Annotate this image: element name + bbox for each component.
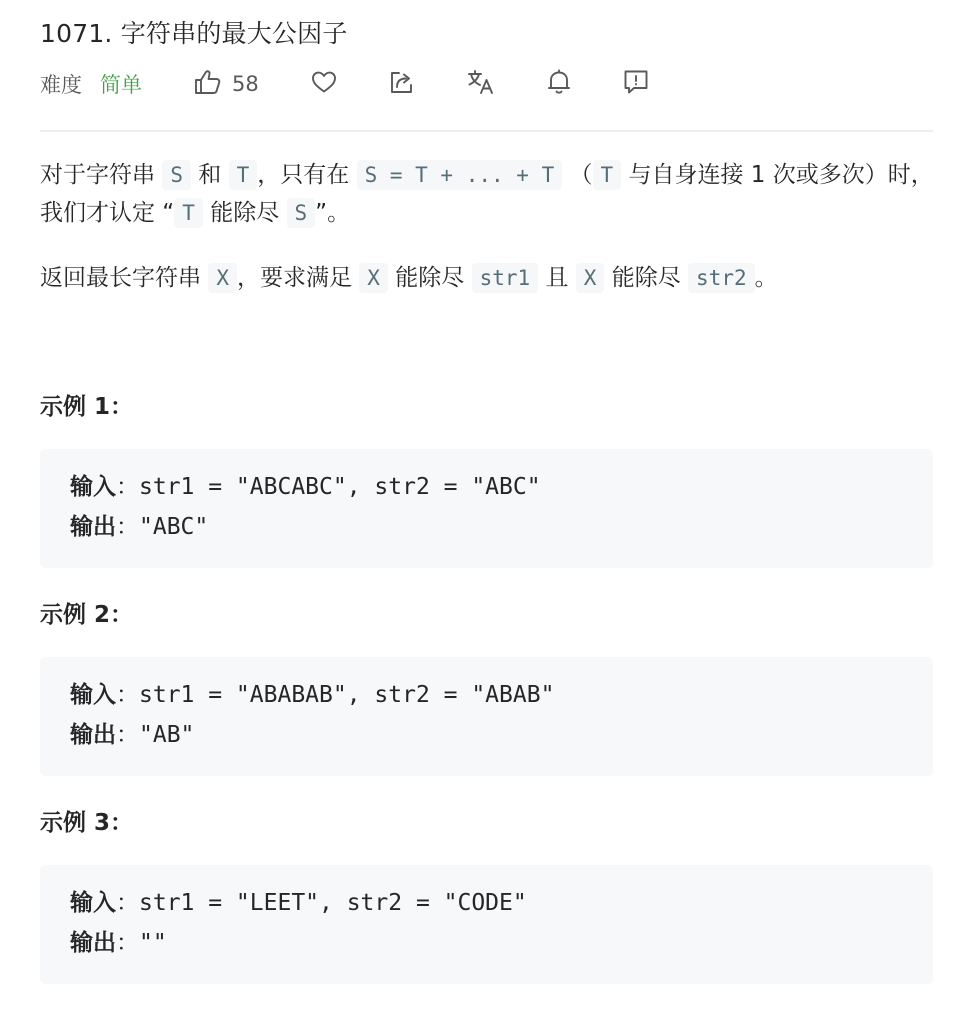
description-paragraph-2 (40, 259, 940, 297)
output-label: 输出 (70, 722, 116, 748)
example-title: 示例 1： (40, 394, 134, 420)
colon: ： (116, 930, 139, 956)
example-output-line (70, 923, 903, 963)
difficulty-label: 难度 (40, 73, 82, 97)
inline-code: X (208, 263, 237, 293)
problem-title: 1071. 字符串的最大公因子 (40, 19, 348, 48)
difficulty-badge: 简单 (100, 73, 142, 97)
example-input: str1 = "ABCABC", str2 = "ABC" (139, 474, 541, 500)
desc-text: 能除尽 (387, 265, 472, 291)
example-block (40, 657, 933, 776)
desc-text: ，只有在 (257, 162, 357, 188)
example-output-line (70, 715, 903, 755)
feedback-icon (623, 69, 649, 100)
example-block (40, 449, 933, 568)
desc-text: 对于字符串 (40, 162, 163, 188)
translate-icon (467, 69, 495, 100)
desc-text: 和 (190, 162, 229, 188)
example-input-line (70, 883, 903, 923)
problem-meta-bar (40, 62, 649, 106)
colon: ： (116, 474, 139, 500)
inline-code: S (287, 198, 316, 228)
colon: ： (116, 722, 139, 748)
divider (40, 130, 933, 132)
desc-text: （ (562, 162, 593, 188)
example-title: 示例 2： (40, 602, 134, 628)
description-paragraph-1 (40, 156, 940, 232)
desc-text: 能除尽 (604, 265, 689, 291)
bell-icon (547, 69, 571, 100)
colon: ： (116, 682, 139, 708)
desc-text: 能除尽 (202, 200, 287, 226)
colon: ： (116, 890, 139, 916)
example-output: "" (139, 930, 167, 956)
inline-code: S = T + ... + T (357, 160, 563, 190)
notification-button[interactable] (547, 69, 571, 100)
example-output: "ABC" (139, 514, 209, 540)
input-label: 输入 (70, 474, 116, 500)
example-input-line (70, 467, 903, 507)
like-count: 58 (232, 72, 259, 96)
example-input: str1 = "ABABAB", str2 = "ABAB" (139, 682, 555, 708)
desc-text: ”。 (315, 200, 351, 226)
inline-code: X (359, 263, 388, 293)
favorite-button[interactable] (311, 70, 337, 99)
like-button[interactable] (194, 69, 259, 100)
inline-code: str1 (472, 263, 539, 293)
desc-text: 。 (754, 265, 778, 291)
feedback-button[interactable] (623, 69, 649, 100)
translate-button[interactable] (467, 69, 495, 100)
share-icon (389, 70, 415, 99)
output-label: 输出 (70, 930, 116, 956)
inline-code: T (593, 160, 622, 190)
inline-code: X (576, 263, 605, 293)
thumbs-up-icon (194, 69, 222, 100)
heart-icon (311, 70, 337, 99)
inline-code: T (229, 160, 258, 190)
example-input: str1 = "LEET", str2 = "CODE" (139, 890, 527, 916)
example-output-line (70, 507, 903, 547)
example-input-line (70, 675, 903, 715)
input-label: 输入 (70, 682, 116, 708)
desc-text: 与自身连接 1 次或多次）时，我们才认定 “ (40, 162, 934, 226)
desc-text: 返回最长字符串 (40, 265, 209, 291)
example-output: "AB" (139, 722, 195, 748)
inline-code: str2 (688, 263, 755, 293)
inline-code: S (162, 160, 191, 190)
share-button[interactable] (389, 70, 415, 99)
example-block (40, 865, 933, 984)
output-label: 输出 (70, 514, 116, 540)
input-label: 输入 (70, 890, 116, 916)
inline-code: T (174, 198, 203, 228)
desc-text: ，要求满足 (236, 265, 360, 291)
desc-text: 且 (538, 265, 576, 291)
example-title: 示例 3： (40, 810, 134, 836)
colon: ： (116, 514, 139, 540)
